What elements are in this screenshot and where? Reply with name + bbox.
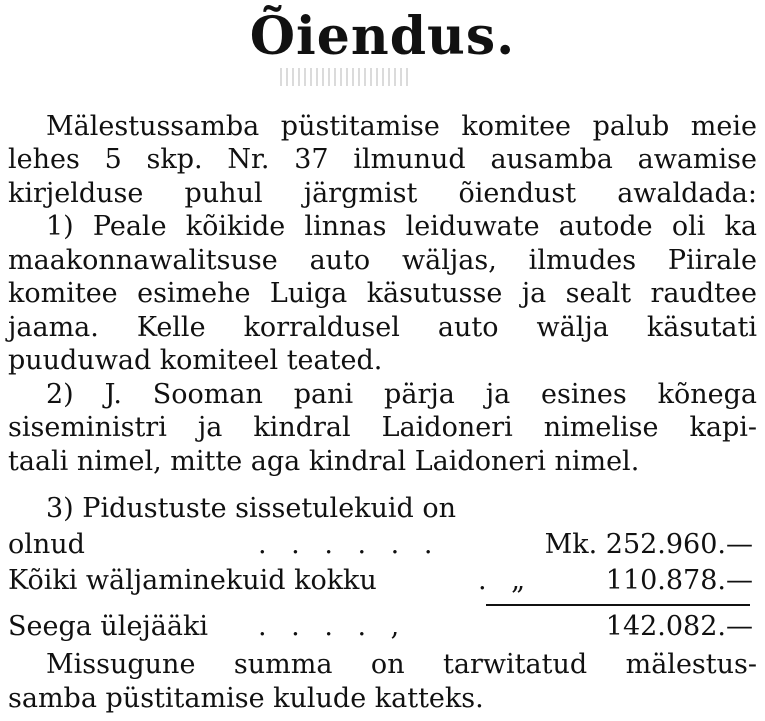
ledger-label: Kõiki wäljaminekuid kokku	[8, 565, 377, 596]
text-line: siseministri ja kindral Laidoneri nimelise kapi-	[8, 412, 757, 443]
text-line: Missugune summa on tarwitatud mälestus-	[46, 649, 757, 680]
article-title: Õiendus.	[249, 6, 516, 67]
ledger-row	[8, 566, 753, 596]
text-line: komitee esimehe Luiga käsutusse ja sealt raudtee	[8, 278, 757, 309]
ledger-amount: 110.878.—	[605, 565, 753, 596]
text-line: maakonnawalitsuse auto wäljas, ilmudes Piirale	[8, 245, 757, 276]
ledger-dots: . . . . ,	[258, 611, 408, 642]
ledger-amount: Mk. 252.960.—	[544, 529, 753, 560]
text-line: 3) Pidustuste sissetulekuid on	[46, 493, 457, 524]
text-line: taali nimel, mitte aga kindral Laidoneri nimel.	[8, 446, 640, 477]
text-line: samba püstitamise kulude katteks.	[8, 683, 484, 714]
text-line: kirjelduse puhul järgmist õiendust awaldada:	[8, 178, 757, 209]
text-line: Mälestussamba püstitamise komitee palub meie	[46, 111, 757, 142]
text-line: puuduwad komiteel teated.	[8, 345, 383, 376]
ledger-label: Seega ülejääki	[8, 611, 208, 642]
print-smudge	[280, 68, 410, 86]
ledger-row	[8, 612, 753, 642]
ledger-dots: . „	[478, 565, 534, 596]
ledger-dots: . . . . . .	[258, 529, 441, 560]
sum-rule	[486, 604, 750, 606]
text-line: jaama. Kelle korraldusel auto wälja käsutati	[8, 312, 757, 343]
text-line: 1) Peale kõikide linnas leiduwate autode oli ka	[46, 211, 757, 242]
ledger-row	[8, 530, 753, 560]
ledger-amount: 142.082.—	[605, 611, 753, 642]
text-line: 2) J. Sooman pani pärja ja esines kõnega	[46, 379, 757, 410]
text-line: lehes 5 skp. Nr. 37 ilmunud ausamba awamise	[8, 144, 757, 175]
ledger-label: olnud	[8, 529, 85, 560]
